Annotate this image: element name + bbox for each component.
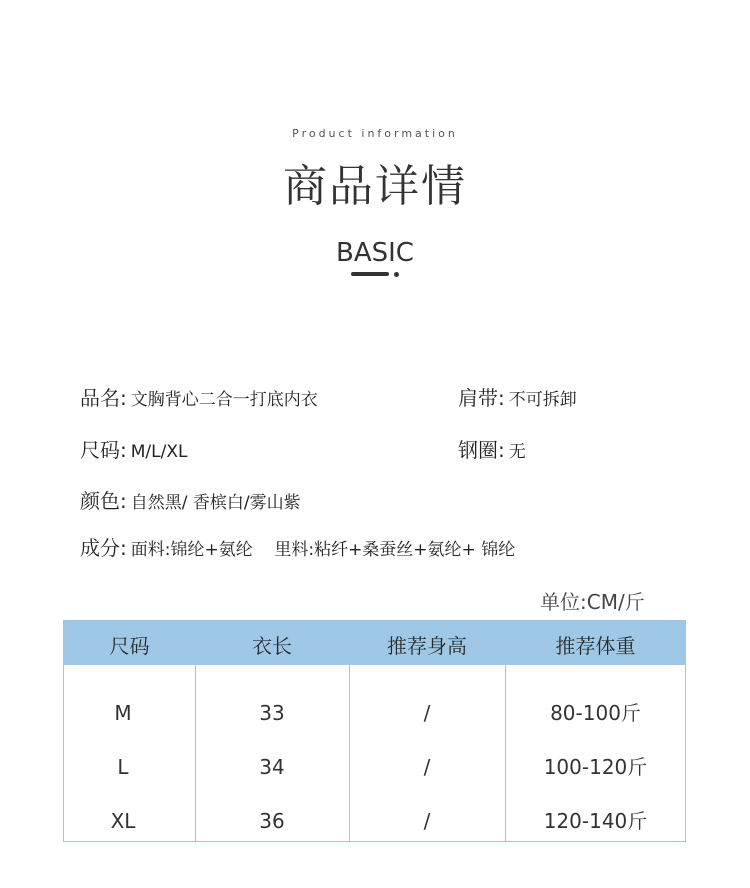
- info-label: 颜色:: [80, 489, 127, 513]
- cell-height: /: [423, 701, 431, 725]
- section-title: BASIC: [336, 238, 414, 268]
- th-length: 衣长: [252, 634, 292, 658]
- table-header: [64, 621, 685, 665]
- info-product-name: [80, 382, 318, 411]
- info-label: 钢圈:: [458, 438, 505, 462]
- info-label: 尺码:: [80, 438, 127, 462]
- size-table: [63, 620, 686, 842]
- unit-label: 单位:CM/斤: [540, 590, 645, 614]
- info-value: 无: [508, 442, 526, 462]
- info-value: 不可拆卸: [508, 390, 577, 410]
- info-value: 文胸背心二合一打底内衣: [130, 390, 318, 410]
- cell-size: L: [117, 755, 129, 779]
- cell-length: 33: [259, 701, 285, 725]
- cell-length: 34: [259, 755, 285, 779]
- section-underline: [351, 272, 389, 276]
- cell-size: M: [114, 701, 132, 725]
- info-value: M/L/XL: [130, 442, 188, 462]
- info-label: 成分:: [80, 536, 127, 560]
- info-material: [80, 532, 515, 561]
- info-value: 自然黑/ 香槟白/雾山紫: [130, 493, 301, 513]
- cell-height: /: [423, 809, 431, 833]
- cell-weight: 120-140斤: [543, 809, 648, 833]
- info-strap: [458, 382, 577, 411]
- cell-weight: 100-120斤: [543, 755, 648, 779]
- cell-weight: 80-100斤: [550, 701, 641, 725]
- th-weight: 推荐体重: [555, 634, 636, 658]
- info-label: 品名:: [80, 386, 127, 410]
- th-size: 尺码: [109, 634, 150, 658]
- info-label: 肩带:: [458, 386, 505, 410]
- page-title: 商品详情: [283, 161, 467, 212]
- section-underline-dot: [394, 272, 399, 277]
- cell-length: 36: [259, 809, 285, 833]
- info-underwire: [458, 434, 526, 463]
- info-size: [80, 434, 187, 463]
- cell-size: XL: [110, 809, 136, 833]
- cell-height: /: [423, 755, 431, 779]
- info-value: 面料:锦纶+氨纶 里料:粘纤+桑蚕丝+氨纶+ 锦纶: [130, 540, 516, 560]
- th-height: 推荐身高: [387, 634, 467, 658]
- info-color: [80, 485, 301, 514]
- subtitle-en: Product information: [292, 127, 458, 140]
